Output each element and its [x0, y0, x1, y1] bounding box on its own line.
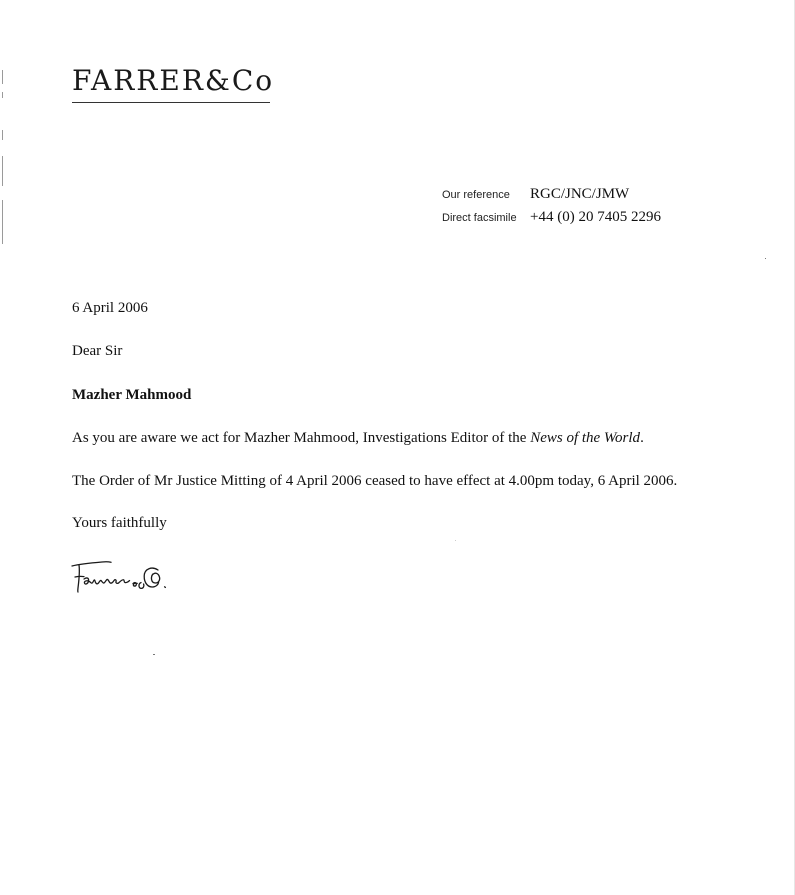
body-paragraph-1 — [72, 429, 762, 447]
logo-underline — [72, 102, 270, 103]
reference-block — [442, 186, 661, 232]
fax-label: Direct facsimile — [442, 212, 517, 224]
scan-margin-marks — [0, 60, 8, 250]
body-paragraph-2: The Order of Mr Justice Mitting of 4 April 2006 ceased to have effect at 4.00pm today, 6 April 2006. — [72, 473, 678, 489]
publication-title: News of the World — [530, 430, 641, 446]
letter-date: 6 April 2006 — [72, 300, 148, 316]
closing: Yours faithfully — [72, 515, 167, 531]
subject-line: Mazher Mahmood — [72, 387, 192, 403]
firm-logo — [72, 64, 275, 103]
reference-row — [442, 186, 661, 209]
fax-row — [442, 209, 661, 232]
paragraph-1-end: . — [640, 430, 644, 446]
salutation: Dear Sir — [72, 343, 123, 359]
fax-value: +44 (0) 20 7405 2296 — [530, 209, 661, 225]
firm-name: FARRER&Co — [72, 64, 275, 97]
reference-label: Our reference — [442, 189, 510, 201]
reference-value: RGC/JNC/JMW — [530, 186, 630, 202]
paragraph-1-text: As you are aware we act for Mazher Mahmood, Investigations Editor of the — [72, 430, 531, 446]
handwritten-signature — [66, 550, 226, 600]
